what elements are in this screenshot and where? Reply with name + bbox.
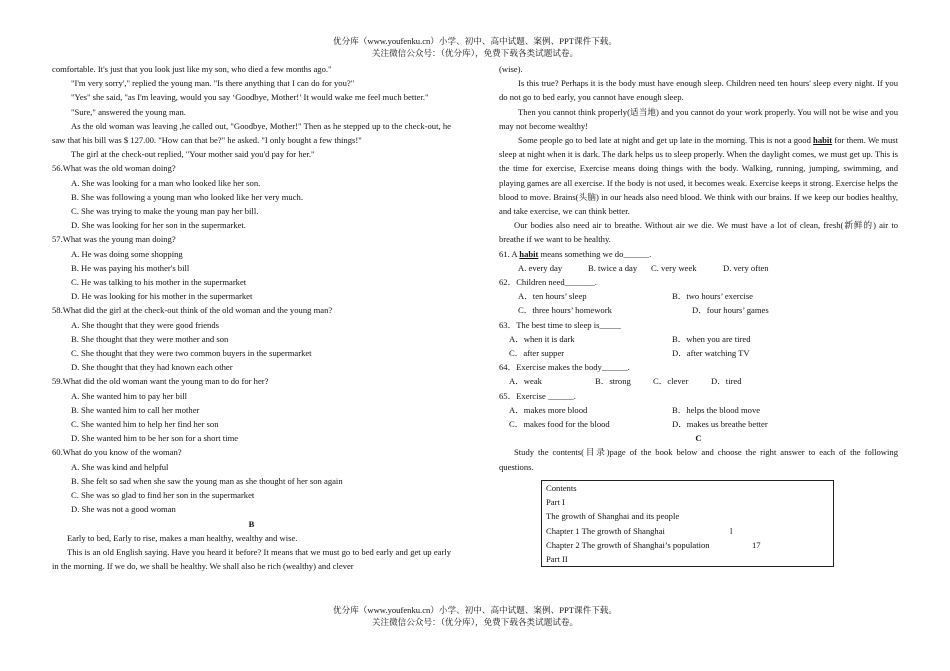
option: B. He was paying his mother's bill xyxy=(71,262,190,273)
option: C. very week xyxy=(651,262,697,273)
paragraph: Then you cannot think properly(适当地) and you cannot do your work properly. You will not be wise and you may not become wealthy! xyxy=(499,106,898,131)
options-64 xyxy=(499,374,898,388)
question-62: 62．Children need_______. xyxy=(499,277,597,288)
option: D．after watching TV xyxy=(672,348,750,359)
question-59 xyxy=(52,374,451,445)
option: B．when you are tired xyxy=(672,333,751,344)
option: C. She wanted him to help her find her son xyxy=(71,419,219,430)
paragraph xyxy=(499,133,898,218)
paragraph: "Yes" she said, "as I'm leaving, would you say ‘Goodbye, Mother!’ It would wake me feel much better." xyxy=(71,92,429,103)
chapter-title: Chapter 1 The growth of Shanghai xyxy=(546,525,665,536)
page-footer xyxy=(0,604,950,628)
option: D. She was not a good woman xyxy=(71,504,176,515)
option: A．makes more blood xyxy=(509,404,588,415)
paragraph: Our bodies also need air to breathe. Without air we die. We must have a lot of clean, fresh(新鲜的) air to breathe if we want to be healthy. xyxy=(499,220,898,245)
option: B. twice a day xyxy=(588,262,638,273)
question-57 xyxy=(52,232,451,303)
header-line-1: 优分库（www.youfenku.cn）小学、初中、高中试题、案例、PPT课件下载。 xyxy=(333,36,617,46)
question-text: 60.What do you know of the woman? xyxy=(52,447,182,458)
option: A. She thought that they were good friends xyxy=(71,319,219,330)
footer-line-1: 优分库（www.youfenku.cn）小学、初中、高中试题、案例、PPT课件下载。 xyxy=(333,605,617,615)
options-65b xyxy=(499,417,898,431)
question-60 xyxy=(52,445,451,516)
paragraph: comfortable. It's just that you look just like my son, who died a few months ago." xyxy=(52,64,332,74)
paragraph: Study the contents(目录)page of the book below and choose the right answer to each of the following questions. xyxy=(499,447,898,472)
header-line-2: 关注微信公众号：（优分库），免费下载各类试题试卷。 xyxy=(371,48,579,58)
options-63b xyxy=(499,346,898,360)
option: A．weak xyxy=(509,376,542,387)
option: B. She was following a young man who looked like her very much. xyxy=(71,191,303,202)
question-text: 56.What was the old woman doing? xyxy=(52,163,176,174)
option: B．helps the blood move xyxy=(672,404,761,415)
option: D. She thought that they had known each other xyxy=(71,362,233,373)
section-heading-b: B xyxy=(248,518,255,529)
options-65 xyxy=(499,403,898,417)
chapter-page: 17 xyxy=(752,539,761,550)
option: C. She was trying to make the young man pay her bill. xyxy=(71,206,259,217)
question-65: 65．Exercise ______. xyxy=(499,390,576,401)
options-62b xyxy=(499,303,898,317)
question-64: 64．Exercise makes the body______. xyxy=(499,362,630,373)
text-run: for them. We must sleep at night when it is dark. The dark helps us to sleep properly. When the daylight comes, we must get up. This is the time for exercise, Exercise means doing things with the body. Walking, running, jumping, swimming, and playing games are all exercise. If the body is not used, it becomes weak. Exercise keeps it strong. Exercise helps the blood to move. Brains(头脑) in our heads also need blood. We think with our brains. If we keep our bodies healthy, and take exercise, we can think better. xyxy=(499,135,899,217)
question-63: 63．The best time to sleep is_____ xyxy=(499,319,621,330)
option: D．four hours’ games xyxy=(692,305,769,316)
option: D．makes us breathe better xyxy=(672,419,768,430)
option: A. every day xyxy=(518,262,563,273)
question-56 xyxy=(52,161,451,232)
option: B. She thought that they were mother and son xyxy=(71,333,229,344)
option: C. She thought that they were two common buyers in the supermarket xyxy=(71,348,312,359)
question-61 xyxy=(499,247,898,261)
section-heading-c: C xyxy=(695,433,702,444)
contents-chapter-2 xyxy=(546,538,833,552)
option: D. She was looking for her son in the supermarket. xyxy=(71,220,246,231)
habit-word: habit xyxy=(813,135,833,146)
option: C．three hours’ homework xyxy=(518,305,612,316)
left-column xyxy=(52,62,451,573)
option: A．ten hours’ sleep xyxy=(518,291,587,302)
option: A. She wanted him to pay her bill xyxy=(71,390,187,401)
option: D. She wanted him to be her son for a short time xyxy=(71,433,239,444)
footer-line-2: 关注微信公众号：（优分库），免费下载各类试题试卷。 xyxy=(371,617,579,627)
contents-chapter-1 xyxy=(546,524,833,538)
habit-word: habit xyxy=(519,248,539,259)
contents-part-2: Part II xyxy=(546,553,568,564)
text-run: 61. A xyxy=(499,248,520,259)
option: B. She wanted him to call her mother xyxy=(71,404,200,415)
option: C．makes food for the blood xyxy=(509,419,610,430)
option: A. She was looking for a man who looked like her son. xyxy=(71,177,261,188)
option: A. She was kind and helpful xyxy=(71,461,169,472)
text-run: means something we do______. xyxy=(538,248,652,259)
paragraph: "Sure," answered the young man. xyxy=(71,106,186,117)
right-column xyxy=(499,62,898,567)
option: B. She felt so sad when she saw the young man as she thought of her son again xyxy=(71,475,343,486)
question-text: 58.What did the girl at the check-out think of the old woman and the young man? xyxy=(52,305,333,316)
paragraph: "I'm very sorry'," replied the young man. "Is there anything that I can do for you?" xyxy=(71,78,355,89)
option: C．clever xyxy=(653,376,689,387)
contents-part-1: Part I xyxy=(546,497,565,508)
paragraph: Early to bed, Early to rise, makes a man healthy, wealthy and wise. xyxy=(67,532,298,543)
chapter-title: Chapter 2 The growth of Shanghai’s population xyxy=(546,539,710,550)
option: C. He was talking to his mother in the supermarket xyxy=(71,277,247,288)
contents-box xyxy=(541,480,834,567)
contents-growth: The growth of Shanghai and its people xyxy=(546,511,680,522)
options-62 xyxy=(499,289,898,303)
paragraph: (wise). xyxy=(499,64,523,74)
paragraph: Is this true? Perhaps it is the body must have enough sleep. Children need ten hours' sleep every night. If you do not go to bed early, you cannot have enough sleep. xyxy=(499,78,898,103)
paragraph: This is an old English saying. Have you heard it before? It means that we must go to bed early and get up early in the morning. If we do, we shall be healthy. We shall also be rich (wealthy) and clever xyxy=(52,546,451,572)
paragraph: As the old woman was leaving ,he called out, "Goodbye, Mother!" Then as he stepped up to the check-out, he saw that his bill was $ 127.00. "How can that be?" he asked. "I only bought a few things!" xyxy=(52,120,451,146)
question-text: 57.What was the young man doing? xyxy=(52,234,176,245)
page-header xyxy=(0,35,950,59)
option: C. She was so glad to find her son in the supermarket xyxy=(71,490,255,501)
question-text: 59.What did the old woman want the young man to do for her? xyxy=(52,376,269,387)
option: D．tired xyxy=(711,376,742,387)
option: C．after supper xyxy=(509,348,565,359)
option: A. He was doing some shopping xyxy=(71,248,183,259)
chapter-page: l xyxy=(730,525,733,536)
question-58 xyxy=(52,303,451,374)
text-run: Some people go to bed late at night and get up late in the morning. This is not a good xyxy=(518,135,814,146)
option: D. very often xyxy=(723,262,769,273)
option: B．two hours’ exercise xyxy=(672,291,753,302)
option: A．when it is dark xyxy=(509,333,575,344)
options-63 xyxy=(499,332,898,346)
paragraph: The girl at the check-out replied, "Your mother said you'd pay for her." xyxy=(71,149,315,160)
contents-title: Contents xyxy=(546,482,577,493)
options-61 xyxy=(499,261,898,275)
option: B．strong xyxy=(595,376,631,387)
option: D. He was looking for his mother in the supermarket xyxy=(71,291,253,302)
